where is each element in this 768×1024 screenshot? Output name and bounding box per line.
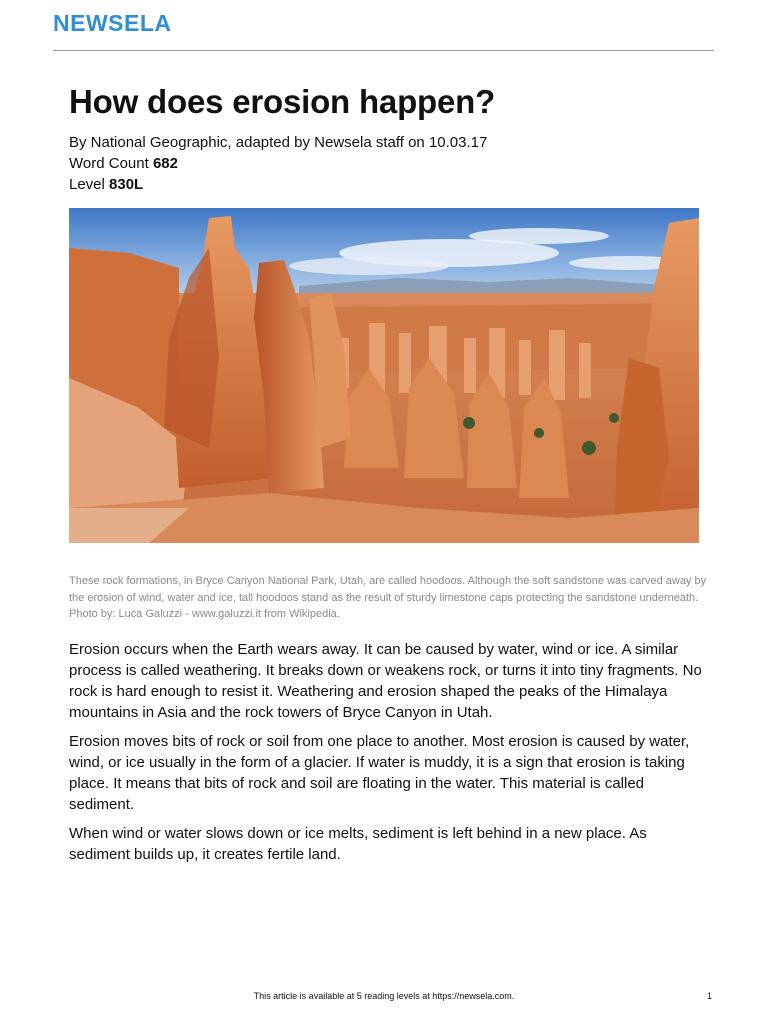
newsela-logo[interactable]: NEWSELA bbox=[53, 10, 172, 36]
word-count bbox=[69, 153, 487, 174]
article-photo bbox=[69, 208, 699, 543]
level-value: 830L bbox=[109, 176, 144, 193]
article-meta bbox=[69, 132, 487, 195]
byline: By National Geographic, adapted by Newsela staff on 10.03.17 bbox=[69, 134, 488, 151]
reading-level bbox=[69, 174, 487, 195]
photo-caption: These rock formations, in Bryce Canyon National Park, Utah, are called hoodoos. Although the soft sandstone was carved away by the erosion of wind, water and ice, tall hoodoos stand as the result of sturdy limestone caps protecting the sandstone underneath. Photo by: Luca Galuzzi - www.galuzzi.it from Wikipedia. bbox=[69, 575, 707, 620]
paragraph: When wind or water slows down or ice melts, sediment is left behind in a new place. As sediment builds up, it creates fertile land. bbox=[69, 825, 647, 863]
hoodoo-canyon-image bbox=[69, 208, 699, 543]
article-title: How does erosion happen? bbox=[69, 83, 496, 120]
page-number: 1 bbox=[707, 991, 713, 1001]
paragraph: Erosion occurs when the Earth wears away. It can be caused by water, wind or ice. A similar process is called weathering. It breaks down or weakens rock, or turns it into tiny fragments. No rock is hard enough to resist it. Weathering and erosion shaped the peaks of the Himalaya mountains in Asia and the rock towers of Bryce Canyon in Utah. bbox=[69, 641, 702, 721]
word-count-label: Word Count bbox=[69, 155, 149, 172]
article-body bbox=[69, 639, 709, 873]
paragraph: Erosion moves bits of rock or soil from one place to another. Most erosion is caused by water, wind, or ice usually in the form of a glacier. If water is muddy, it is a sign that erosion is taking place. It means that bits of rock and soil are floating in the water. This material is called sediment. bbox=[69, 733, 690, 813]
level-label: Level bbox=[69, 176, 105, 193]
word-count-value: 682 bbox=[152, 155, 178, 172]
footer-note: This article is available at 5 reading levels at https://newsela.com. bbox=[253, 991, 515, 1001]
header-divider bbox=[53, 50, 714, 51]
